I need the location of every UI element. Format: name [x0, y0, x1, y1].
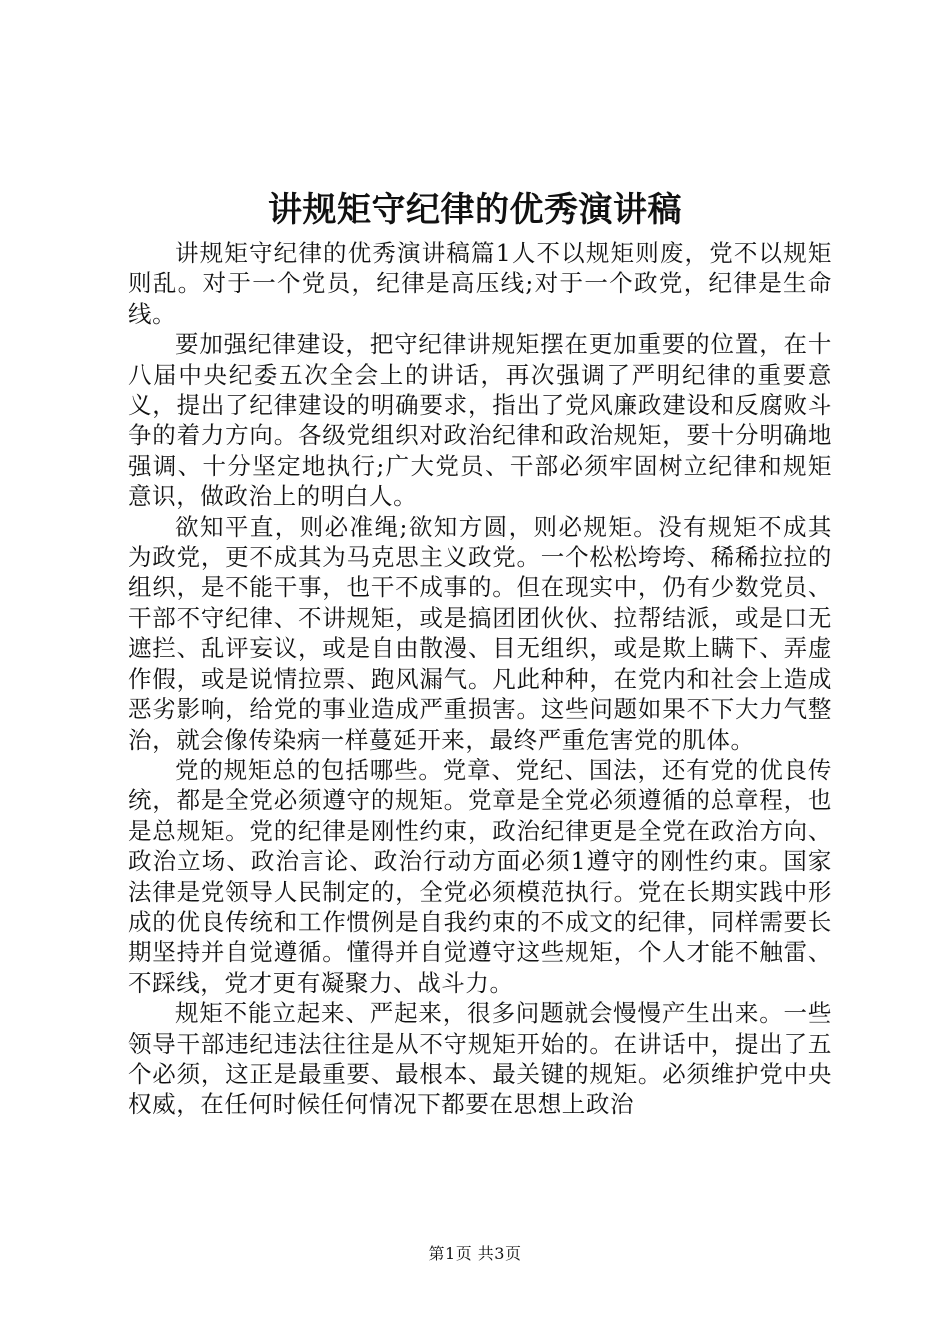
document-title: 讲规矩守纪律的优秀演讲稿 — [268, 190, 682, 230]
paragraph-1: 讲规矩守纪律的优秀演讲稿篇1人不以规矩则废，党不以规矩则乱。对于一个党员，纪律是高压线;对于一个政党，纪律是生命线。 — [128, 239, 832, 328]
paragraph-4: 党的规矩总的包括哪些。党章、党纪、国法，还有党的优良传统，都是全党必须遵守的规矩。党章是全党必须遵循的总章程，也是总规矩。党的纪律是刚性约束，政治纪律更是全党在政治方向、政治立场、政治言论、政治行动方面必须1遵守的刚性约束。国家法律是党领导人民制定的，全党必须模范执行。党在长期实践中形成的优良传统和工作惯例是自我约束的不成文的纪律，同样需要长期坚持并自觉遵循。懂得并自觉遵守这些规矩，个人才能不触雷、不踩线，党才更有凝聚力、战斗力。 — [128, 755, 832, 997]
page-number-footer: 第1页 共3页 — [428, 1244, 522, 1263]
paragraph-2: 要加强纪律建设，把守纪律讲规矩摆在更加重要的位置，在十八届中央纪委五次全会上的讲话，再次强调了严明纪律的重要意义，提出了纪律建设的明确要求，指出了党风廉政建设和反腐败斗争的着力方向。各级党组织对政治纪律和政治规矩，要十分明确地强调、十分坚定地执行;广大党员、干部必须牢固树立纪律和规矩意识，做政治上的明白人。 — [128, 330, 832, 511]
paragraph-3: 欲知平直，则必准绳;欲知方圆，则必规矩。没有规矩不成其为政党，更不成其为马克思主义政党。一个松松垮垮、稀稀拉拉的组织，是不能干事，也干不成事的。但在现实中，仍有少数党员、干部不守纪律、不讲规矩，或是搞团团伙伙、拉帮结派，或是口无遮拦、乱评妄议，或是自由散漫、目无组织，或是欺上瞒下、弄虚作假，或是说情拉票、跑风漏气。凡此种种，在党内和社会上造成恶劣影响，给党的事业造成严重损害。这些问题如果不下大力气整治，就会像传染病一样蔓延开来，最终严重危害党的肌体。 — [128, 512, 832, 754]
paragraph-5: 规矩不能立起来、严起来，很多问题就会慢慢产生出来。一些领导干部违纪违法往往是从不守规矩开始的。在讲话中，提出了五个必须，这正是最重要、最根本、最关键的规矩。必须维护党中央权威，在任何时候任何情况下都要在思想上政治 — [128, 999, 832, 1119]
document-body — [128, 238, 832, 1120]
